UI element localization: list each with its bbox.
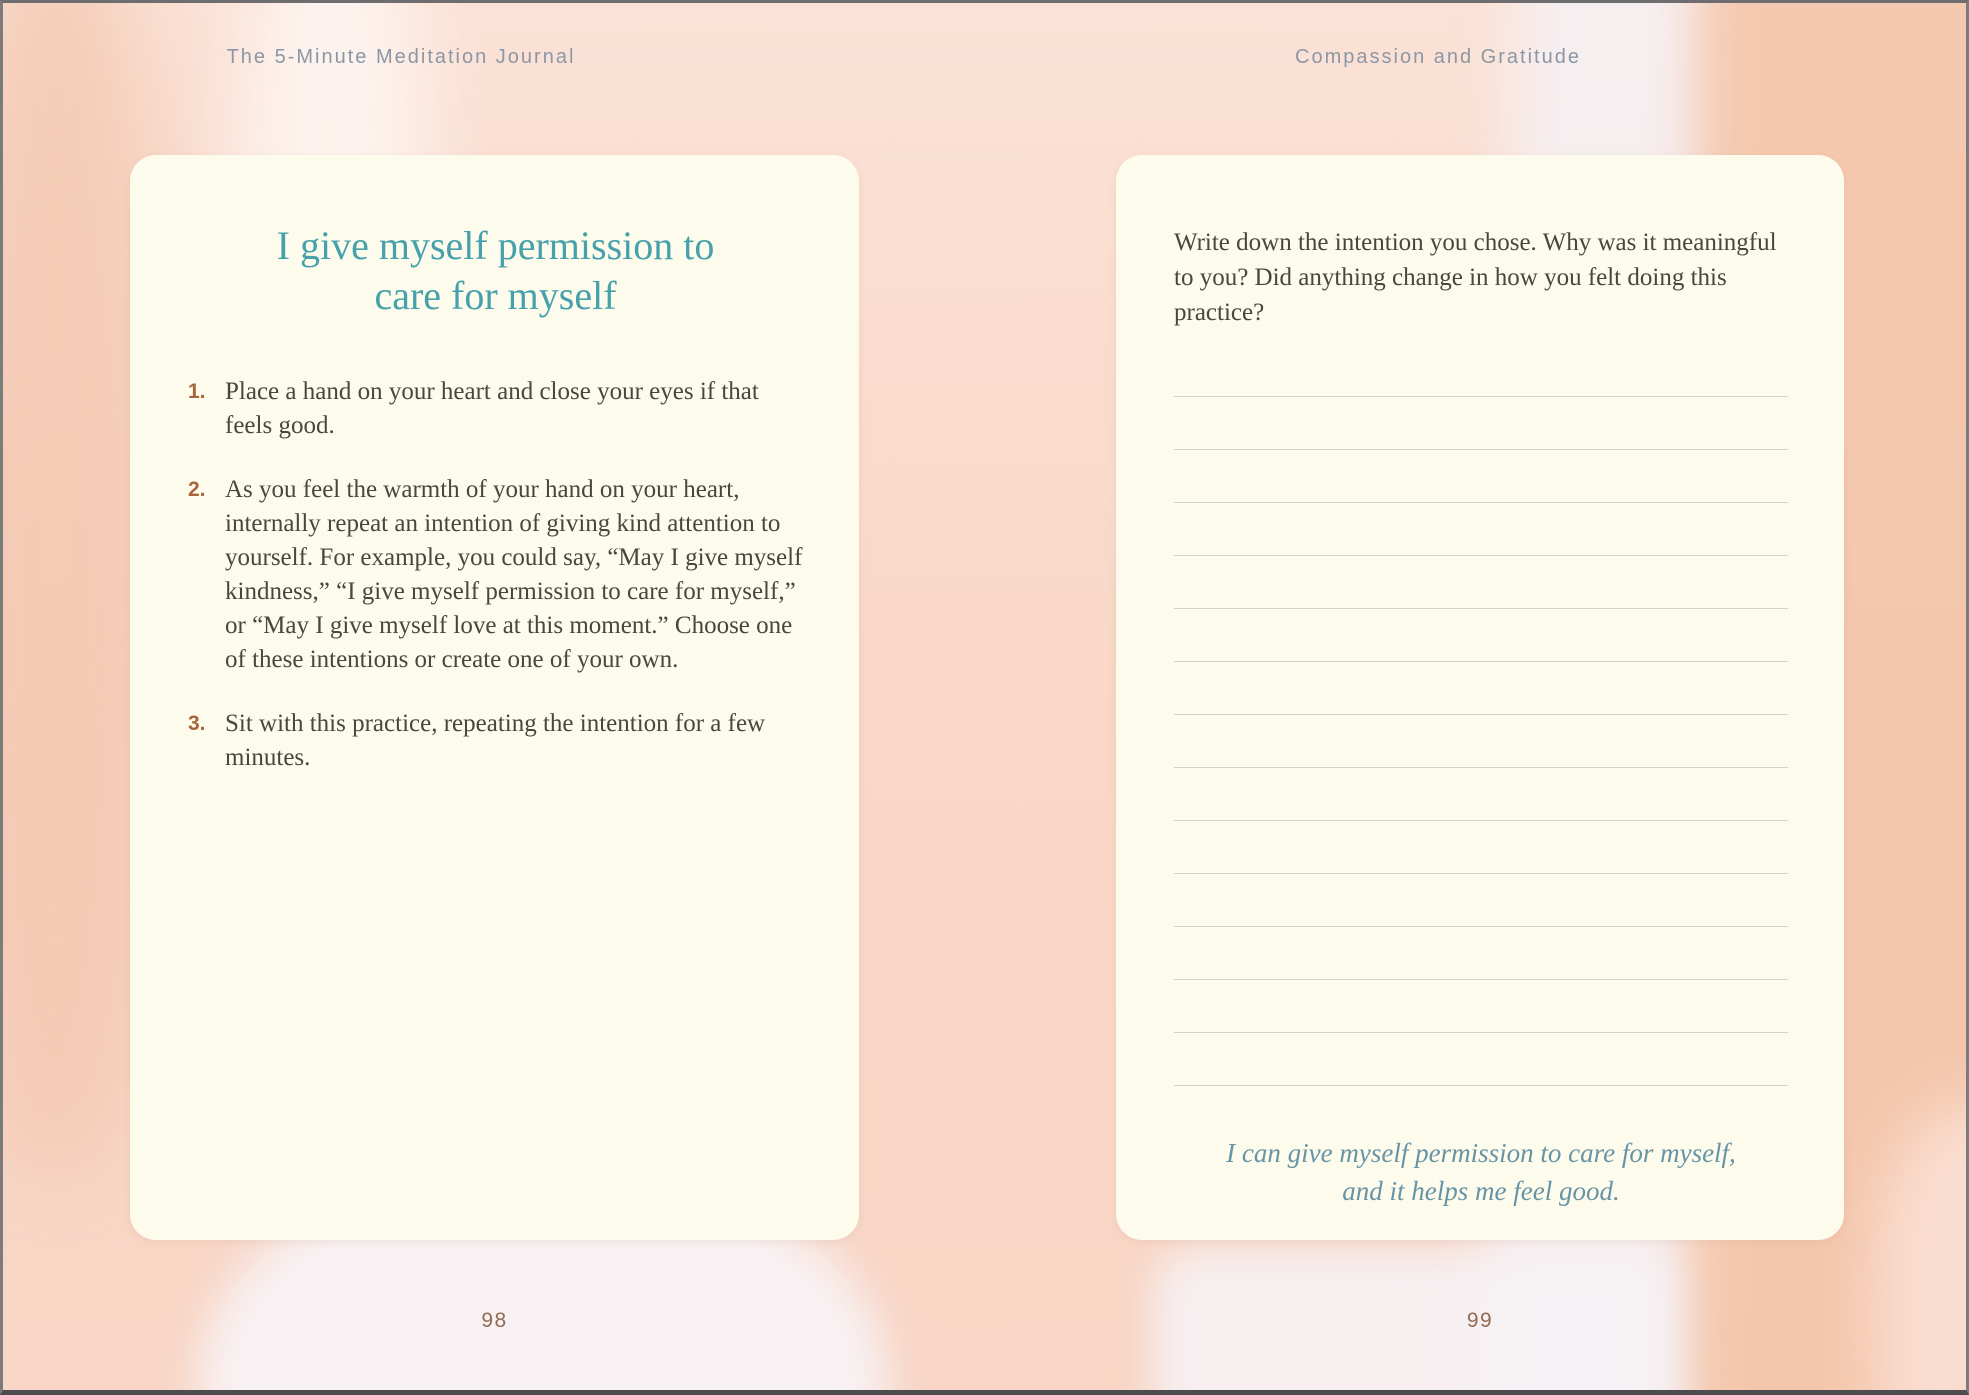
writing-line [1174,450,1788,503]
writing-line [1174,874,1788,927]
step-number: 3. [188,712,206,735]
writing-line [1174,927,1788,980]
step-text: As you feel the warmth of your hand on your heart, internally repeat an intention of giving kind attention to yourself. For example, you could say, “May I give myself kindness,” “I give myself permission to care for myself,” or “May I give myself love at this moment.” Choose one of these intentions or create one of your own. [225,476,803,673]
left-page-card [130,155,859,1240]
running-head-right: Compassion and Gratitude [1295,46,1581,68]
step-text: Sit with this practice, repeating the intention for a few minutes. [225,710,766,771]
affirmation [1174,1134,1788,1210]
step-text: Place a hand on your heart and close your eyes if that feels good. [225,378,759,439]
writing-line [1174,768,1788,821]
writing-line [1174,1033,1788,1086]
writing-line [1174,821,1788,874]
instruction-list [188,375,803,775]
practice-title-line-1: I give myself permission to [276,223,715,268]
writing-line [1174,980,1788,1033]
instruction-step [188,375,803,443]
writing-line [1174,344,1788,397]
instruction-step [188,473,803,677]
writing-line [1174,662,1788,715]
step-number: 1. [188,380,206,403]
writing-line [1174,503,1788,556]
affirmation-line-2: and it helps me feel good. [1342,1176,1620,1206]
step-number: 2. [188,478,206,501]
page-number-right: 99 [1466,1309,1494,1332]
writing-lines [1174,344,1788,1086]
right-page-card [1116,155,1844,1240]
page-number-left: 98 [481,1309,508,1332]
writing-line [1174,397,1788,450]
writing-line [1174,715,1788,768]
writing-line [1174,556,1788,609]
writing-line [1174,609,1788,662]
journal-prompt: Write down the intention you chose. Why was it meaningful to you? Did anything change in how you felt doing this practice? [1174,229,1777,326]
practice-title [188,221,803,321]
running-head-left: The 5-Minute Meditation Journal [226,46,576,68]
practice-title-line-2: care for myself [374,273,617,318]
instruction-step [188,707,803,775]
affirmation-line-1: I can give myself permission to care for myself, [1226,1138,1736,1168]
